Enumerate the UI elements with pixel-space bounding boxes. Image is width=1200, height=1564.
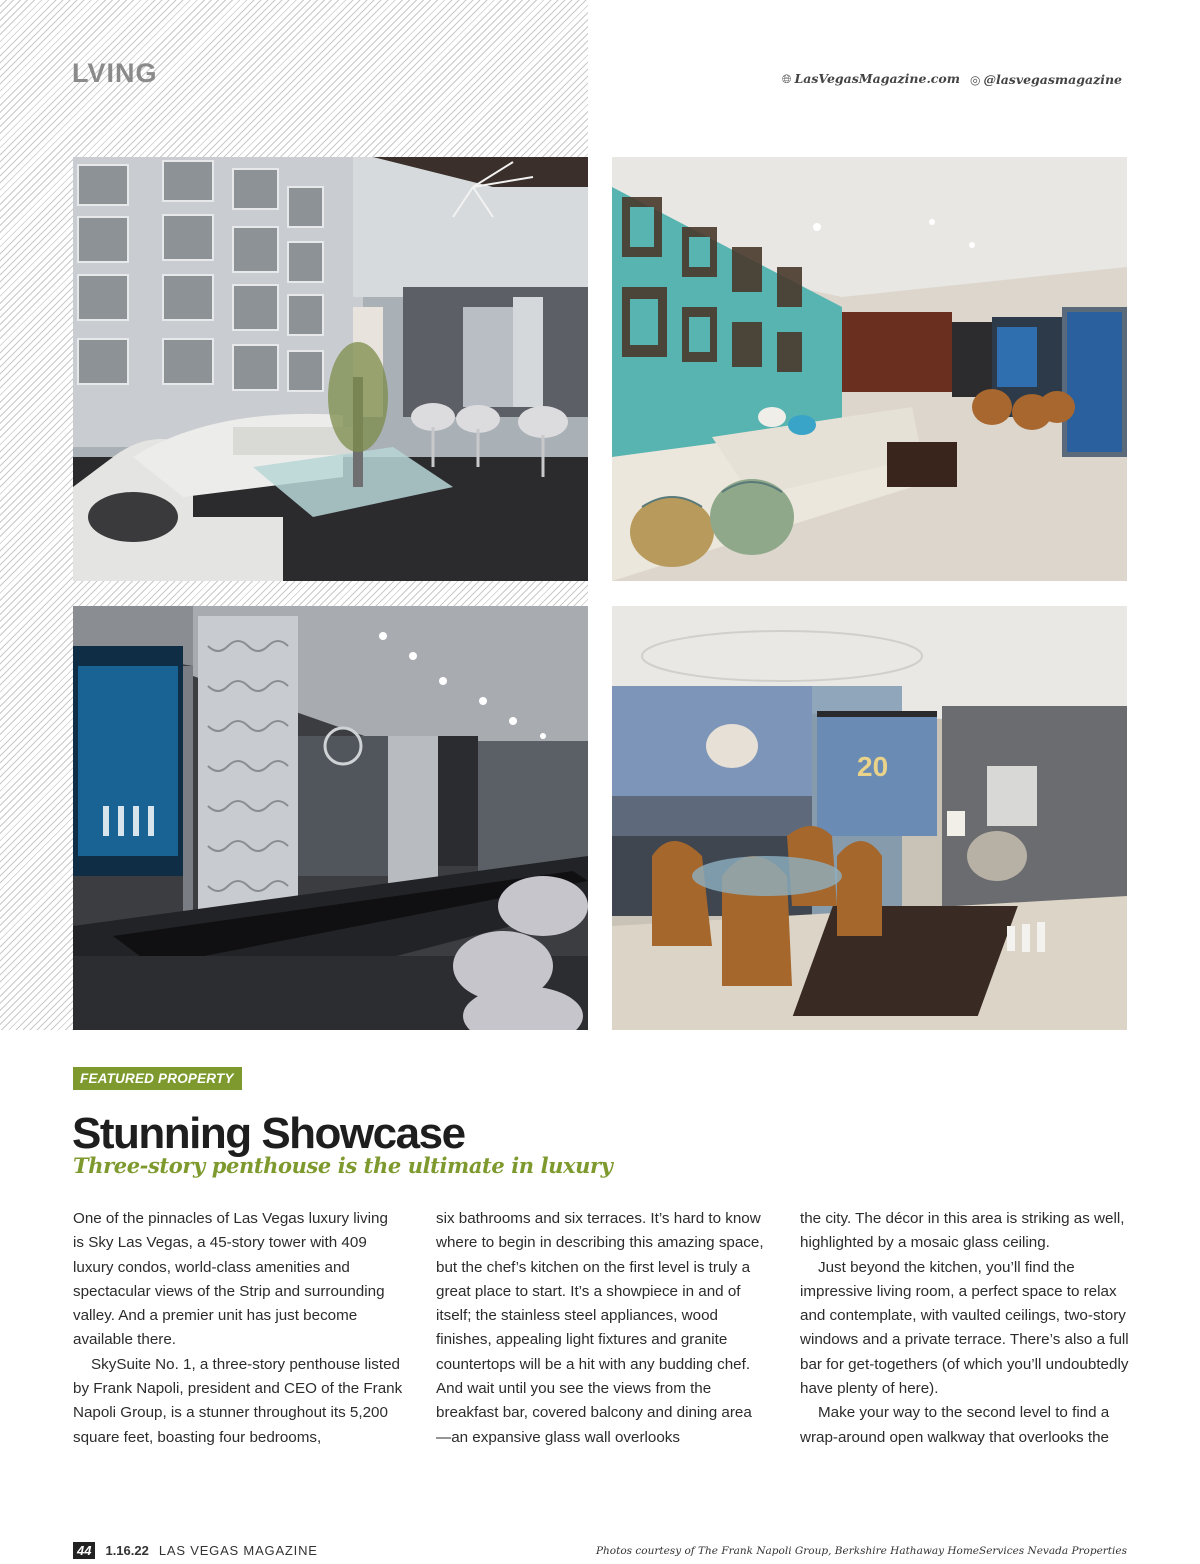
footer-folio <box>73 1542 318 1559</box>
bar-area-photo <box>73 606 588 1030</box>
paragraph: SkySuite No. 1, a three-story penthouse listed by Frank Napoli, president and CEO of the Frank Napoli Group, is a stunner throughout its 5,200 square feet, boasting four bedrooms, <box>73 1355 403 1446</box>
photo-credit: Photos courtesy of The Frank Napoli Group, Berkshire Hathaway HomeServices Nevada Properties <box>595 1545 1127 1557</box>
article-subtitle: Three-story penthouse is the ultimate in luxury <box>73 1153 613 1178</box>
header-links <box>782 71 1122 87</box>
website-text: LasVegasMagazine.com <box>794 71 960 86</box>
featured-property-tag: FEATURED PROPERTY <box>73 1067 242 1090</box>
page-number: 44 <box>73 1542 95 1559</box>
paragraph: the city. The décor in this area is striking as well, highlighted by a mosaic glass ceiling. <box>800 1210 1125 1252</box>
magazine-name: LAS VEGAS MAGAZINE <box>158 1543 318 1558</box>
globe-icon: 🌐︎ <box>781 72 792 86</box>
section-label: LVING <box>72 58 158 88</box>
paragraph: Make your way to the second level to find a wrap-around open walkway that overlooks the <box>800 1404 1110 1446</box>
paragraph: six bathrooms and six terraces. It’s hard to know where to begin in describing this amazing space, but the chef’s kitchen on the first level is truly a great place to start. It’s a showpiece in and of itself; the stainless steel appliances, wood finishes, appealing light fixtures and granite countertops will be a hit with any budding chef. And wait until you see the views from the breakfast bar, covered balcony and dining area—an expansive glass wall overlooks <box>436 1210 764 1446</box>
issue-date: 1.16.22 <box>105 1543 149 1558</box>
instagram-icon: ◎ <box>969 72 981 87</box>
screen-logo-text: 20 <box>857 751 889 782</box>
website-link[interactable] <box>782 71 960 87</box>
paragraph: Just beyond the kitchen, you’ll find the impressive living room, a perfect space to relax and contemplate, with vaulted ceilings, two-story windows and a private terrace. There’s also a full bar for get-togethers (of which you’ll undoubtedly have plenty of here). <box>800 1258 1129 1398</box>
teal-lounge-photo <box>612 157 1127 581</box>
article-column-2 <box>436 1207 766 1450</box>
article-column-1 <box>73 1207 403 1450</box>
instagram-text: @lasvegasmagazine <box>983 71 1122 87</box>
article-title: Stunning Showcase <box>72 1109 465 1158</box>
theater-room-photo <box>612 606 1127 1030</box>
article-column-3 <box>800 1207 1135 1450</box>
paragraph: One of the pinnacles of Las Vegas luxury living is Sky Las Vegas, a 45-story tower with 409 luxury condos, world-class amenities and spectacular views of the Strip and surrounding valley. And a premier unit has just become available there. <box>73 1210 388 1349</box>
instagram-link[interactable] <box>970 72 1122 87</box>
living-room-mirror-wall-photo <box>73 157 588 581</box>
